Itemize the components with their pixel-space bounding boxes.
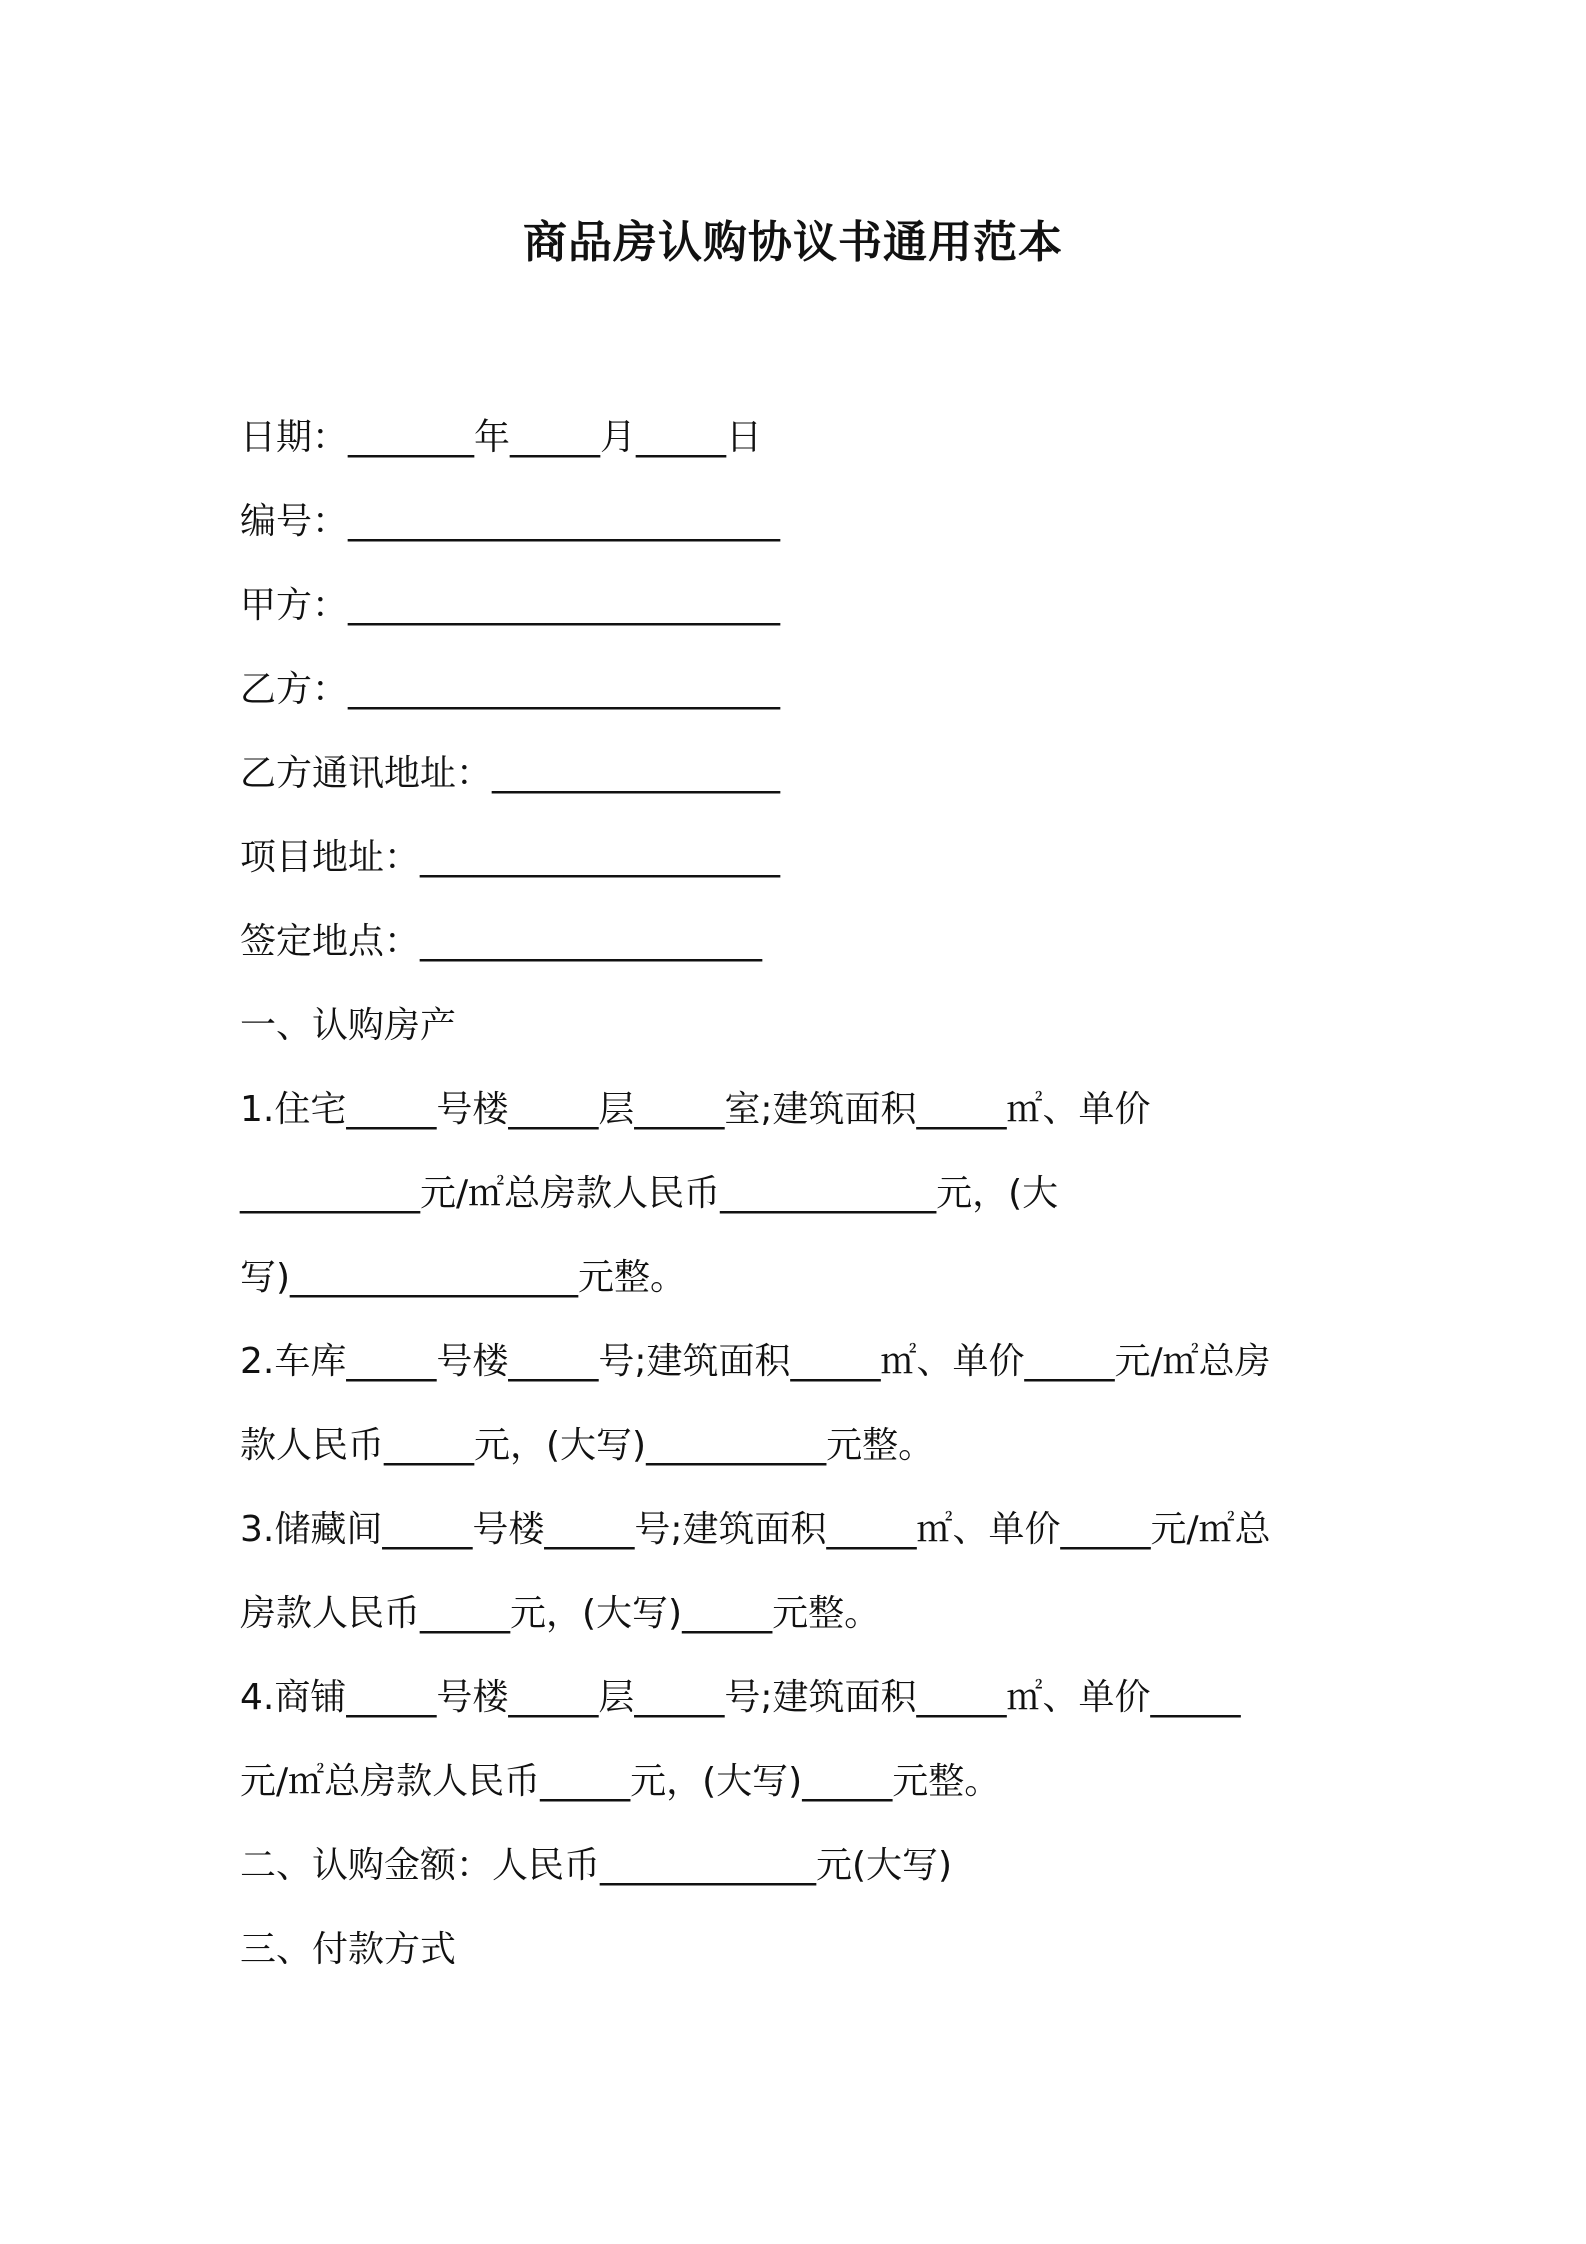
party-a-line: 甲方：________________________ <box>240 585 781 626</box>
section-heading-amount: 二、认购金额：人民币____________元(大写) <box>240 1845 953 1886</box>
section-heading-payment: 三、付款方式 <box>240 1929 457 1970</box>
clause-garage-line-1: 2.车库_____号楼_____号;建筑面积_____㎡、单价_____元/㎡总房 <box>240 1341 1271 1382</box>
party-b-address-line: 乙方通讯地址：________________ <box>240 753 781 794</box>
clause-shop-line-1: 4.商铺_____号楼_____层_____号;建筑面积_____㎡、单价_____ <box>240 1677 1241 1718</box>
clause-garage-line-2: 款人民币_____元，(大写)__________元整。 <box>240 1425 935 1466</box>
document-title: 商品房认购协议书通用范本 <box>523 217 1063 268</box>
project-address-line: 项目地址：____________________ <box>240 837 781 878</box>
party-b-line: 乙方：________________________ <box>240 669 781 710</box>
serial-number-line: 编号：________________________ <box>240 501 781 542</box>
clause-residence-line-2: __________元/㎡总房款人民币____________元，(大 <box>240 1173 1059 1214</box>
clause-shop-line-2: 元/㎡总房款人民币_____元，(大写)_____元整。 <box>240 1761 1001 1802</box>
section-heading-property: 一、认购房产 <box>240 1005 457 1046</box>
date-line: 日期：_______年_____月_____日 <box>240 417 763 458</box>
clause-residence-line-3: 写)________________元整。 <box>240 1257 687 1298</box>
clause-storage-line-1: 3.储藏间_____号楼_____号;建筑面积_____㎡、单价_____元/㎡总 <box>240 1509 1271 1550</box>
signing-place-line: 签定地点：___________________ <box>240 921 763 962</box>
clause-residence-line-1: 1.住宅_____号楼_____层_____室;建筑面积_____㎡、单价 <box>240 1089 1151 1130</box>
clause-storage-line-2: 房款人民币_____元，(大写)_____元整。 <box>240 1593 881 1634</box>
